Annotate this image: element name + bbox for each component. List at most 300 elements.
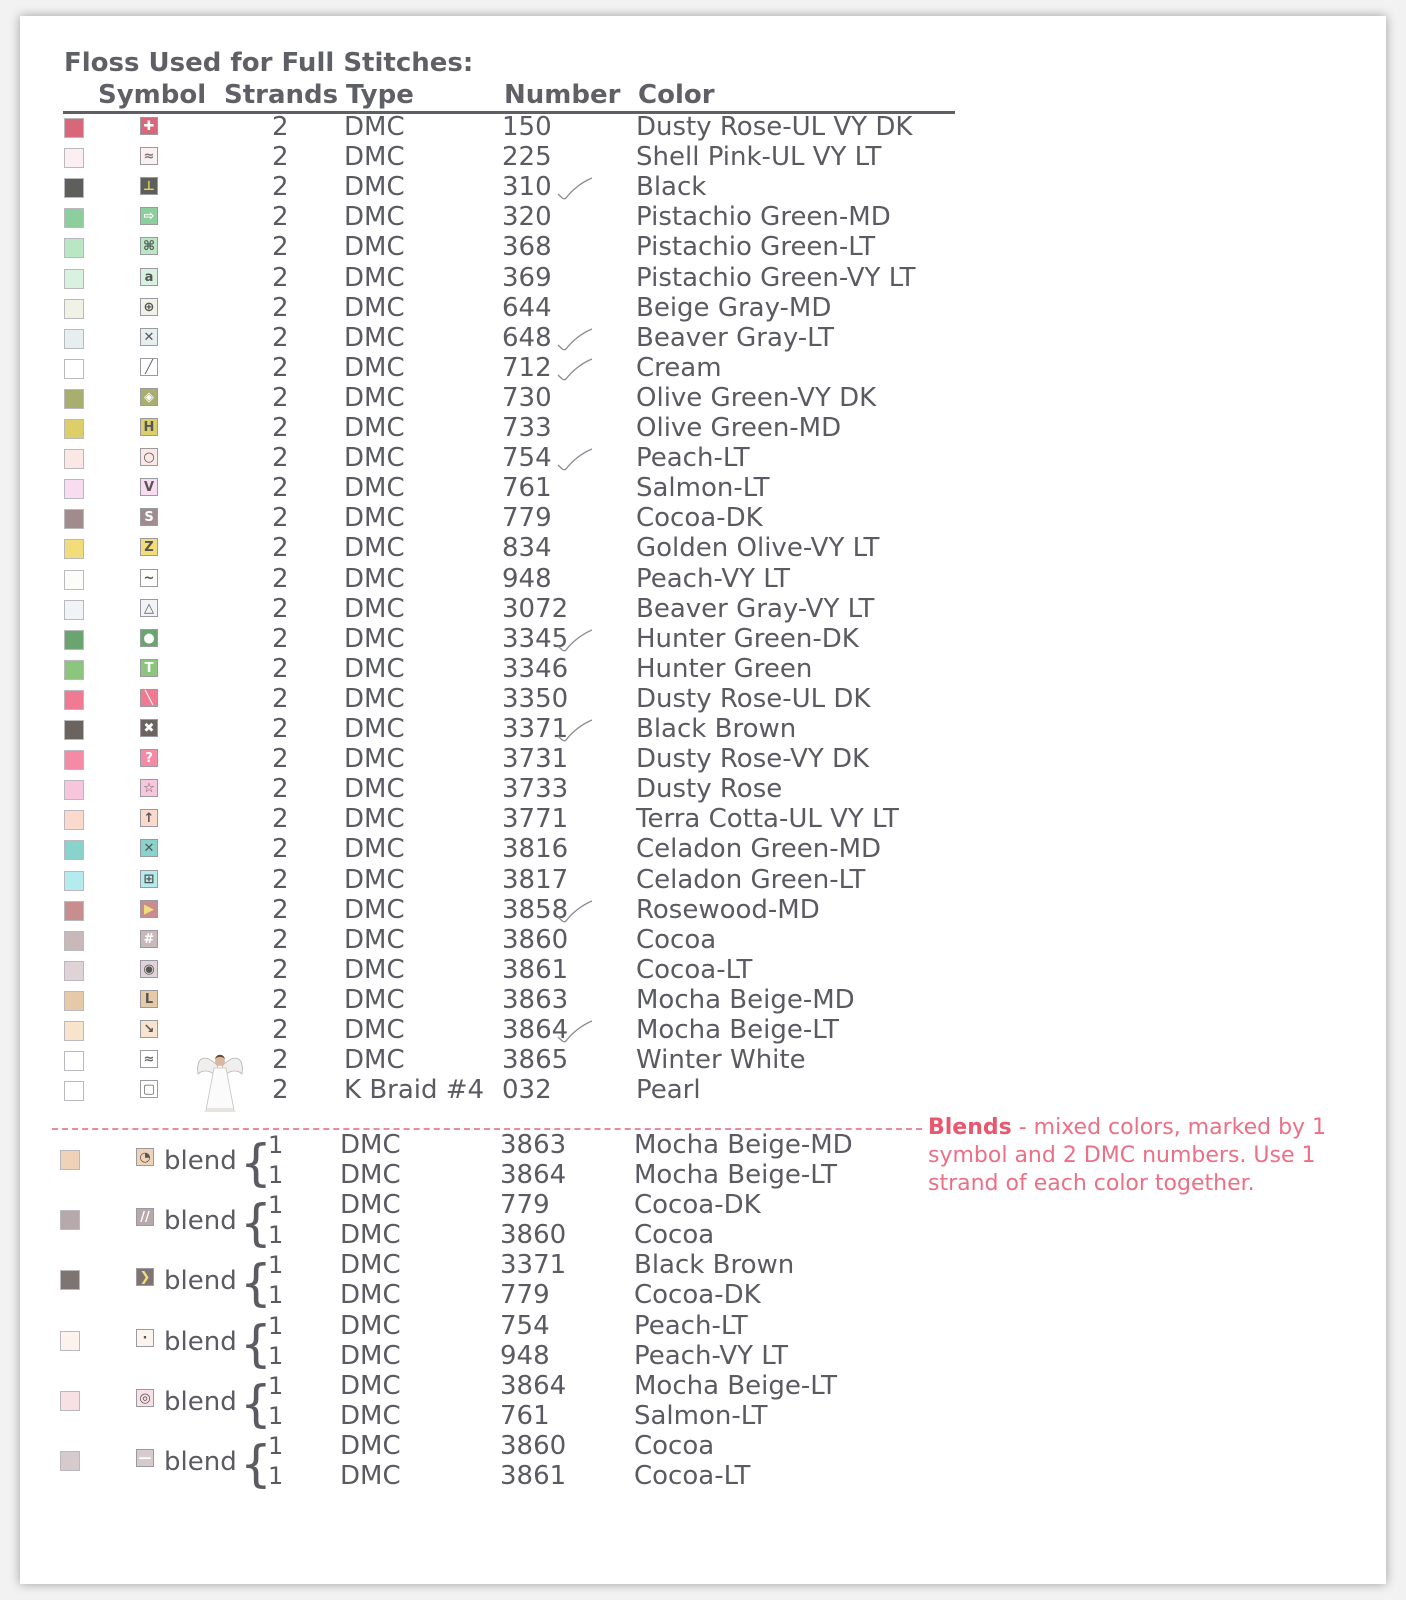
strands-value: 2 xyxy=(272,172,289,203)
type-value: DMC xyxy=(340,1280,401,1311)
table-row xyxy=(0,293,960,323)
strands-value: 2 xyxy=(272,954,289,985)
color-name: Black xyxy=(636,172,707,203)
table-row xyxy=(0,594,960,624)
color-name: Celadon Green-MD xyxy=(636,834,882,865)
type-value: DMC xyxy=(344,473,405,504)
strands-value: 1 xyxy=(268,1371,284,1400)
color-name: Olive Green-VY DK xyxy=(636,382,877,413)
color-name: Golden Olive-VY LT xyxy=(636,533,880,564)
color-name: Mocha Beige-LT xyxy=(634,1370,838,1401)
strands-value: 2 xyxy=(272,533,289,564)
number-value: 3371 xyxy=(502,714,569,744)
stitch-symbol-icon: ☆ xyxy=(140,779,158,797)
color-swatch xyxy=(64,539,84,559)
table-row xyxy=(0,1075,960,1105)
type-value: DMC xyxy=(340,1431,401,1461)
color-swatch xyxy=(64,449,84,469)
color-name: Pearl xyxy=(636,1075,701,1106)
table-row xyxy=(0,323,960,353)
type-value: DMC xyxy=(340,1160,401,1190)
stitch-symbol-icon: ⊞ xyxy=(140,870,158,888)
color-swatch xyxy=(64,720,84,740)
stitch-symbol-icon: ▶ xyxy=(140,900,158,918)
number-value: 3733 xyxy=(502,774,569,805)
color-name: Mocha Beige-MD xyxy=(634,1130,853,1160)
type-value: DMC xyxy=(344,322,405,353)
strands-value: 2 xyxy=(272,804,289,835)
color-swatch xyxy=(60,1150,80,1170)
strands-value: 2 xyxy=(272,352,289,383)
table-row xyxy=(0,1015,960,1045)
color-name: Dusty Rose-UL DK xyxy=(636,683,871,714)
color-swatch xyxy=(64,479,84,499)
type-value: DMC xyxy=(344,774,405,805)
table-row xyxy=(0,564,960,594)
color-name: Dusty Rose-UL VY DK xyxy=(636,112,913,142)
blend-label: blend xyxy=(164,1326,237,1357)
color-name: Peach-VY LT xyxy=(636,563,791,594)
color-name: Pistachio Green-LT xyxy=(636,232,876,263)
strands-value: 1 xyxy=(268,1462,284,1490)
type-value: DMC xyxy=(344,533,405,564)
number-value: 3863 xyxy=(502,984,569,1015)
color-name: Cocoa-DK xyxy=(634,1190,761,1221)
color-name: Cocoa-LT xyxy=(636,954,753,985)
color-swatch xyxy=(64,1051,84,1071)
number-value: 368 xyxy=(502,232,552,263)
color-name: Cocoa xyxy=(634,1431,715,1461)
blend-row xyxy=(0,1250,960,1314)
strands-value: 2 xyxy=(272,714,289,744)
color-name: Beaver Gray-LT xyxy=(636,322,834,353)
brace-icon: { xyxy=(240,1194,272,1253)
table-row xyxy=(0,624,960,654)
color-name: Mocha Beige-LT xyxy=(636,1015,840,1045)
stitch-symbol-icon: ↘ xyxy=(140,1020,158,1038)
type-value: DMC xyxy=(340,1340,401,1371)
type-value: DMC xyxy=(344,984,405,1015)
stitch-symbol-icon: V xyxy=(140,478,158,496)
number-value: 730 xyxy=(502,382,552,413)
stitch-symbol-icon: ✕ xyxy=(140,328,158,346)
stitch-symbol-icon: ○ xyxy=(140,448,158,466)
brace-icon: { xyxy=(240,1314,272,1373)
color-name: Mocha Beige-LT xyxy=(634,1160,838,1190)
number-value: 3860 xyxy=(500,1431,567,1461)
stitch-symbol-icon: ◈ xyxy=(140,388,158,406)
number-value: 310 xyxy=(502,172,552,203)
type-value: DMC xyxy=(344,292,405,323)
number-value: 779 xyxy=(500,1190,550,1221)
stitch-symbol-icon: ❯ xyxy=(136,1268,154,1286)
color-swatch xyxy=(64,238,84,258)
color-swatch xyxy=(60,1210,80,1230)
table-row xyxy=(0,263,960,293)
type-value: DMC xyxy=(340,1220,401,1251)
type-value: DMC xyxy=(344,744,405,775)
blend-label: blend xyxy=(164,1386,237,1417)
color-swatch xyxy=(64,780,84,800)
table-row xyxy=(0,172,960,202)
color-name: Cocoa-LT xyxy=(634,1461,751,1491)
color-name: Peach-VY LT xyxy=(634,1340,789,1371)
type-value: DMC xyxy=(344,413,405,443)
type-value: DMC xyxy=(344,593,405,624)
type-value: DMC xyxy=(344,503,405,534)
strands-value: 2 xyxy=(272,322,289,353)
table-row xyxy=(0,654,960,684)
color-name: Mocha Beige-MD xyxy=(636,984,855,1015)
number-value: 3816 xyxy=(502,834,569,865)
strands-value: 1 xyxy=(268,1432,284,1460)
type-value: DMC xyxy=(344,443,405,474)
table-row xyxy=(0,834,960,864)
stitch-symbol-icon: # xyxy=(140,930,158,948)
strands-value: 2 xyxy=(272,1015,289,1045)
table-row xyxy=(0,774,960,804)
stitch-symbol-icon: ⊥ xyxy=(140,177,158,195)
number-value: 3371 xyxy=(500,1250,567,1281)
strands-value: 2 xyxy=(272,924,289,955)
type-value: DMC xyxy=(344,954,405,985)
number-value: 779 xyxy=(500,1280,550,1311)
stitch-symbol-icon: ◎ xyxy=(136,1389,154,1407)
color-name: Winter White xyxy=(636,1045,806,1076)
strands-value: 2 xyxy=(272,563,289,594)
number-value: 032 xyxy=(502,1075,552,1106)
type-value: DMC xyxy=(344,864,405,895)
header-color: Color xyxy=(638,80,715,110)
blend-label: blend xyxy=(164,1146,237,1176)
color-swatch xyxy=(64,570,84,590)
color-swatch xyxy=(64,208,84,228)
table-row xyxy=(0,895,960,925)
type-value: DMC xyxy=(344,112,405,142)
type-value: DMC xyxy=(344,172,405,203)
color-swatch xyxy=(64,359,84,379)
color-name: Peach-LT xyxy=(634,1310,748,1341)
color-swatch xyxy=(64,750,84,770)
strands-value: 2 xyxy=(272,262,289,293)
number-value: 754 xyxy=(502,443,552,474)
color-name: Olive Green-MD xyxy=(636,413,842,443)
number-value: 3863 xyxy=(500,1130,567,1160)
color-swatch xyxy=(64,810,84,830)
color-swatch xyxy=(64,871,84,891)
color-swatch xyxy=(60,1451,80,1471)
number-value: 754 xyxy=(500,1310,550,1341)
number-value: 369 xyxy=(502,262,552,293)
type-value: DMC xyxy=(344,382,405,413)
number-value: 948 xyxy=(502,563,552,594)
stitch-symbol-icon: ◔ xyxy=(136,1148,154,1166)
color-swatch xyxy=(64,600,84,620)
strands-value: 2 xyxy=(272,232,289,263)
type-value: DMC xyxy=(344,623,405,654)
color-swatch xyxy=(64,329,84,349)
type-value: DMC xyxy=(344,834,405,865)
strands-value: 2 xyxy=(272,413,289,443)
table-row xyxy=(0,985,960,1015)
table-row xyxy=(0,413,960,443)
header-symbol: Symbol xyxy=(98,80,207,110)
stitch-symbol-icon: ? xyxy=(140,749,158,767)
table-row xyxy=(0,714,960,744)
header-number: Number xyxy=(504,80,621,110)
type-value: K Braid #4 xyxy=(344,1075,485,1106)
type-value: DMC xyxy=(344,1045,405,1076)
type-value: DMC xyxy=(344,352,405,383)
stitch-symbol-icon: ● xyxy=(140,629,158,647)
type-value: DMC xyxy=(340,1461,401,1491)
blend-row xyxy=(0,1130,960,1194)
color-swatch xyxy=(60,1331,80,1351)
stitch-symbol-icon: ≈ xyxy=(140,1050,158,1068)
color-name: Peach-LT xyxy=(636,443,750,474)
number-value: 3350 xyxy=(502,683,569,714)
color-swatch xyxy=(64,148,84,168)
color-name: Cocoa-DK xyxy=(634,1280,761,1311)
color-swatch xyxy=(64,269,84,289)
strands-value: 2 xyxy=(272,653,289,684)
number-value: 3860 xyxy=(500,1220,567,1251)
number-value: 3864 xyxy=(500,1370,567,1401)
color-swatch xyxy=(64,389,84,409)
table-row xyxy=(0,142,960,172)
color-name: Salmon-LT xyxy=(634,1400,768,1431)
strands-value: 2 xyxy=(272,142,289,173)
type-value: DMC xyxy=(340,1310,401,1341)
table-row xyxy=(0,202,960,232)
number-value: 3345 xyxy=(502,623,569,654)
color-name: Pistachio Green-VY LT xyxy=(636,262,916,293)
strands-value: 1 xyxy=(268,1221,284,1250)
color-name: Hunter Green xyxy=(636,653,813,684)
table-row xyxy=(0,865,960,895)
stitch-symbol-icon: ⇨ xyxy=(140,207,158,225)
stitch-symbol-icon: // xyxy=(136,1208,154,1226)
type-value: DMC xyxy=(344,924,405,955)
strands-value: 1 xyxy=(268,1131,284,1159)
number-value: 733 xyxy=(502,413,552,443)
stitch-symbol-icon: · xyxy=(136,1329,154,1347)
strands-value: 2 xyxy=(272,292,289,323)
color-swatch xyxy=(64,630,84,650)
number-value: 3858 xyxy=(502,894,569,925)
type-value: DMC xyxy=(344,262,405,293)
strands-value: 2 xyxy=(272,623,289,654)
number-value: 761 xyxy=(502,473,552,504)
stitch-symbol-icon: ✕ xyxy=(140,839,158,857)
type-value: DMC xyxy=(344,202,405,233)
stitch-symbol-icon: a xyxy=(140,268,158,286)
stitch-symbol-icon: ⌘ xyxy=(140,237,158,255)
color-name: Rosewood-MD xyxy=(636,894,820,925)
strands-value: 1 xyxy=(268,1251,284,1280)
blend-row xyxy=(0,1370,960,1435)
color-name: Black Brown xyxy=(634,1250,795,1281)
color-name: Dusty Rose-VY DK xyxy=(636,744,870,775)
number-value: 712 xyxy=(502,352,552,383)
stitch-symbol-icon: ✖ xyxy=(140,719,158,737)
color-name: Terra Cotta-UL VY LT xyxy=(636,804,899,835)
header-strands: Strands xyxy=(224,80,339,110)
color-swatch xyxy=(64,931,84,951)
number-value: 644 xyxy=(502,292,552,323)
stitch-symbol-icon: △ xyxy=(140,599,158,617)
color-name: Salmon-LT xyxy=(636,473,770,504)
number-value: 150 xyxy=(502,112,552,142)
strands-value: 1 xyxy=(268,1401,284,1430)
strands-value: 1 xyxy=(268,1341,284,1370)
strands-value: 2 xyxy=(272,593,289,624)
color-swatch xyxy=(64,660,84,680)
color-name: Dusty Rose xyxy=(636,774,783,805)
color-name: Celadon Green-LT xyxy=(636,864,866,895)
table-row xyxy=(0,473,960,503)
color-name: Cocoa xyxy=(634,1220,715,1251)
table-row xyxy=(0,353,960,383)
stitch-symbol-icon: ▢ xyxy=(140,1080,158,1098)
header-type: Type xyxy=(346,80,414,110)
number-value: 3346 xyxy=(502,653,569,684)
strands-value: 2 xyxy=(272,984,289,1015)
blend-row xyxy=(0,1431,960,1495)
blends-note-heading: Blends xyxy=(928,1115,1012,1140)
table-row xyxy=(0,744,960,774)
stitch-symbol-icon: ≈ xyxy=(140,147,158,165)
type-value: DMC xyxy=(344,653,405,684)
color-swatch xyxy=(64,840,84,860)
stitch-symbol-icon: T xyxy=(140,659,158,677)
stitch-symbol-icon: ◉ xyxy=(140,960,158,978)
color-name: Hunter Green-DK xyxy=(636,623,859,654)
type-value: DMC xyxy=(344,683,405,714)
color-name: Pistachio Green-MD xyxy=(636,202,891,233)
strands-value: 2 xyxy=(272,382,289,413)
table-row xyxy=(0,112,960,142)
number-value: 3731 xyxy=(502,744,569,775)
table-row xyxy=(0,503,960,533)
type-value: DMC xyxy=(344,142,405,173)
strands-value: 1 xyxy=(268,1161,284,1189)
stitch-symbol-icon: H xyxy=(140,418,158,436)
color-name: Beige Gray-MD xyxy=(636,292,832,323)
stitch-symbol-icon: ⊕ xyxy=(140,298,158,316)
number-value: 3072 xyxy=(502,593,569,624)
stitch-symbol-icon: Z xyxy=(140,538,158,556)
color-swatch xyxy=(64,991,84,1011)
blend-label: blend xyxy=(164,1266,237,1297)
blends-note xyxy=(928,1114,1368,1198)
brace-icon: { xyxy=(240,1254,272,1313)
stitch-symbol-icon: ~ xyxy=(140,569,158,587)
strands-value: 2 xyxy=(272,1075,289,1106)
stitch-symbol-icon: L xyxy=(140,990,158,1008)
type-value: DMC xyxy=(344,894,405,925)
stitch-symbol-icon: S xyxy=(140,508,158,526)
strands-value: 2 xyxy=(272,503,289,534)
type-value: DMC xyxy=(344,714,405,744)
number-value: 3817 xyxy=(502,864,569,895)
blend-row xyxy=(0,1310,960,1375)
stitch-symbol-icon: ╲ xyxy=(140,689,158,707)
strands-value: 2 xyxy=(272,744,289,775)
strands-value: 2 xyxy=(272,864,289,895)
number-value: 3771 xyxy=(502,804,569,835)
table-row xyxy=(0,533,960,563)
table-row xyxy=(0,443,960,473)
strands-value: 2 xyxy=(272,202,289,233)
blend-row xyxy=(0,1190,960,1254)
color-swatch xyxy=(64,178,84,198)
color-swatch xyxy=(64,1021,84,1041)
blend-label: blend xyxy=(164,1447,237,1477)
strands-value: 2 xyxy=(272,774,289,805)
strands-value: 2 xyxy=(272,443,289,474)
strands-value: 2 xyxy=(272,834,289,865)
color-swatch xyxy=(64,690,84,710)
stitch-symbol-icon: ✚ xyxy=(140,117,158,135)
type-value: DMC xyxy=(340,1190,401,1221)
brace-icon: { xyxy=(240,1374,272,1433)
table-row xyxy=(0,684,960,714)
number-value: 320 xyxy=(502,202,552,233)
color-swatch xyxy=(64,509,84,529)
color-swatch xyxy=(60,1270,80,1290)
color-swatch xyxy=(64,118,84,138)
blends-note-text: - mixed colors, marked by 1 symbol and 2 DMC numbers. Use 1 strand of each color together. xyxy=(928,1115,1327,1196)
color-name: Beaver Gray-VY LT xyxy=(636,593,875,624)
brace-icon: { xyxy=(240,1435,272,1493)
table-row xyxy=(0,955,960,985)
stitch-symbol-icon: — xyxy=(136,1449,154,1467)
table-row xyxy=(0,383,960,413)
number-value: 648 xyxy=(502,322,552,353)
strands-value: 2 xyxy=(272,683,289,714)
strands-value: 1 xyxy=(268,1281,284,1310)
type-value: DMC xyxy=(344,563,405,594)
strands-value: 2 xyxy=(272,894,289,925)
color-name: Cocoa xyxy=(636,924,717,955)
table-row xyxy=(0,925,960,955)
strands-value: 1 xyxy=(268,1191,284,1220)
strands-value: 2 xyxy=(272,1045,289,1076)
stitch-symbol-icon: ↑ xyxy=(140,809,158,827)
type-value: DMC xyxy=(344,1015,405,1045)
color-name: Shell Pink-UL VY LT xyxy=(636,142,882,173)
number-value: 3865 xyxy=(502,1045,569,1076)
stitch-symbol-icon: ╱ xyxy=(140,358,158,376)
type-value: DMC xyxy=(340,1250,401,1281)
color-swatch xyxy=(64,961,84,981)
type-value: DMC xyxy=(340,1400,401,1431)
number-value: 948 xyxy=(500,1340,550,1371)
number-value: 3864 xyxy=(502,1015,569,1045)
brace-icon: { xyxy=(240,1134,272,1192)
blend-label: blend xyxy=(164,1206,237,1237)
strands-value: 2 xyxy=(272,473,289,504)
page-title: Floss Used for Full Stitches: xyxy=(64,48,474,78)
type-value: DMC xyxy=(344,804,405,835)
color-swatch xyxy=(64,419,84,439)
type-value: DMC xyxy=(340,1130,401,1160)
number-value: 761 xyxy=(500,1400,550,1431)
number-value: 779 xyxy=(502,503,552,534)
angel-illustration xyxy=(196,1048,244,1114)
type-value: DMC xyxy=(340,1370,401,1401)
